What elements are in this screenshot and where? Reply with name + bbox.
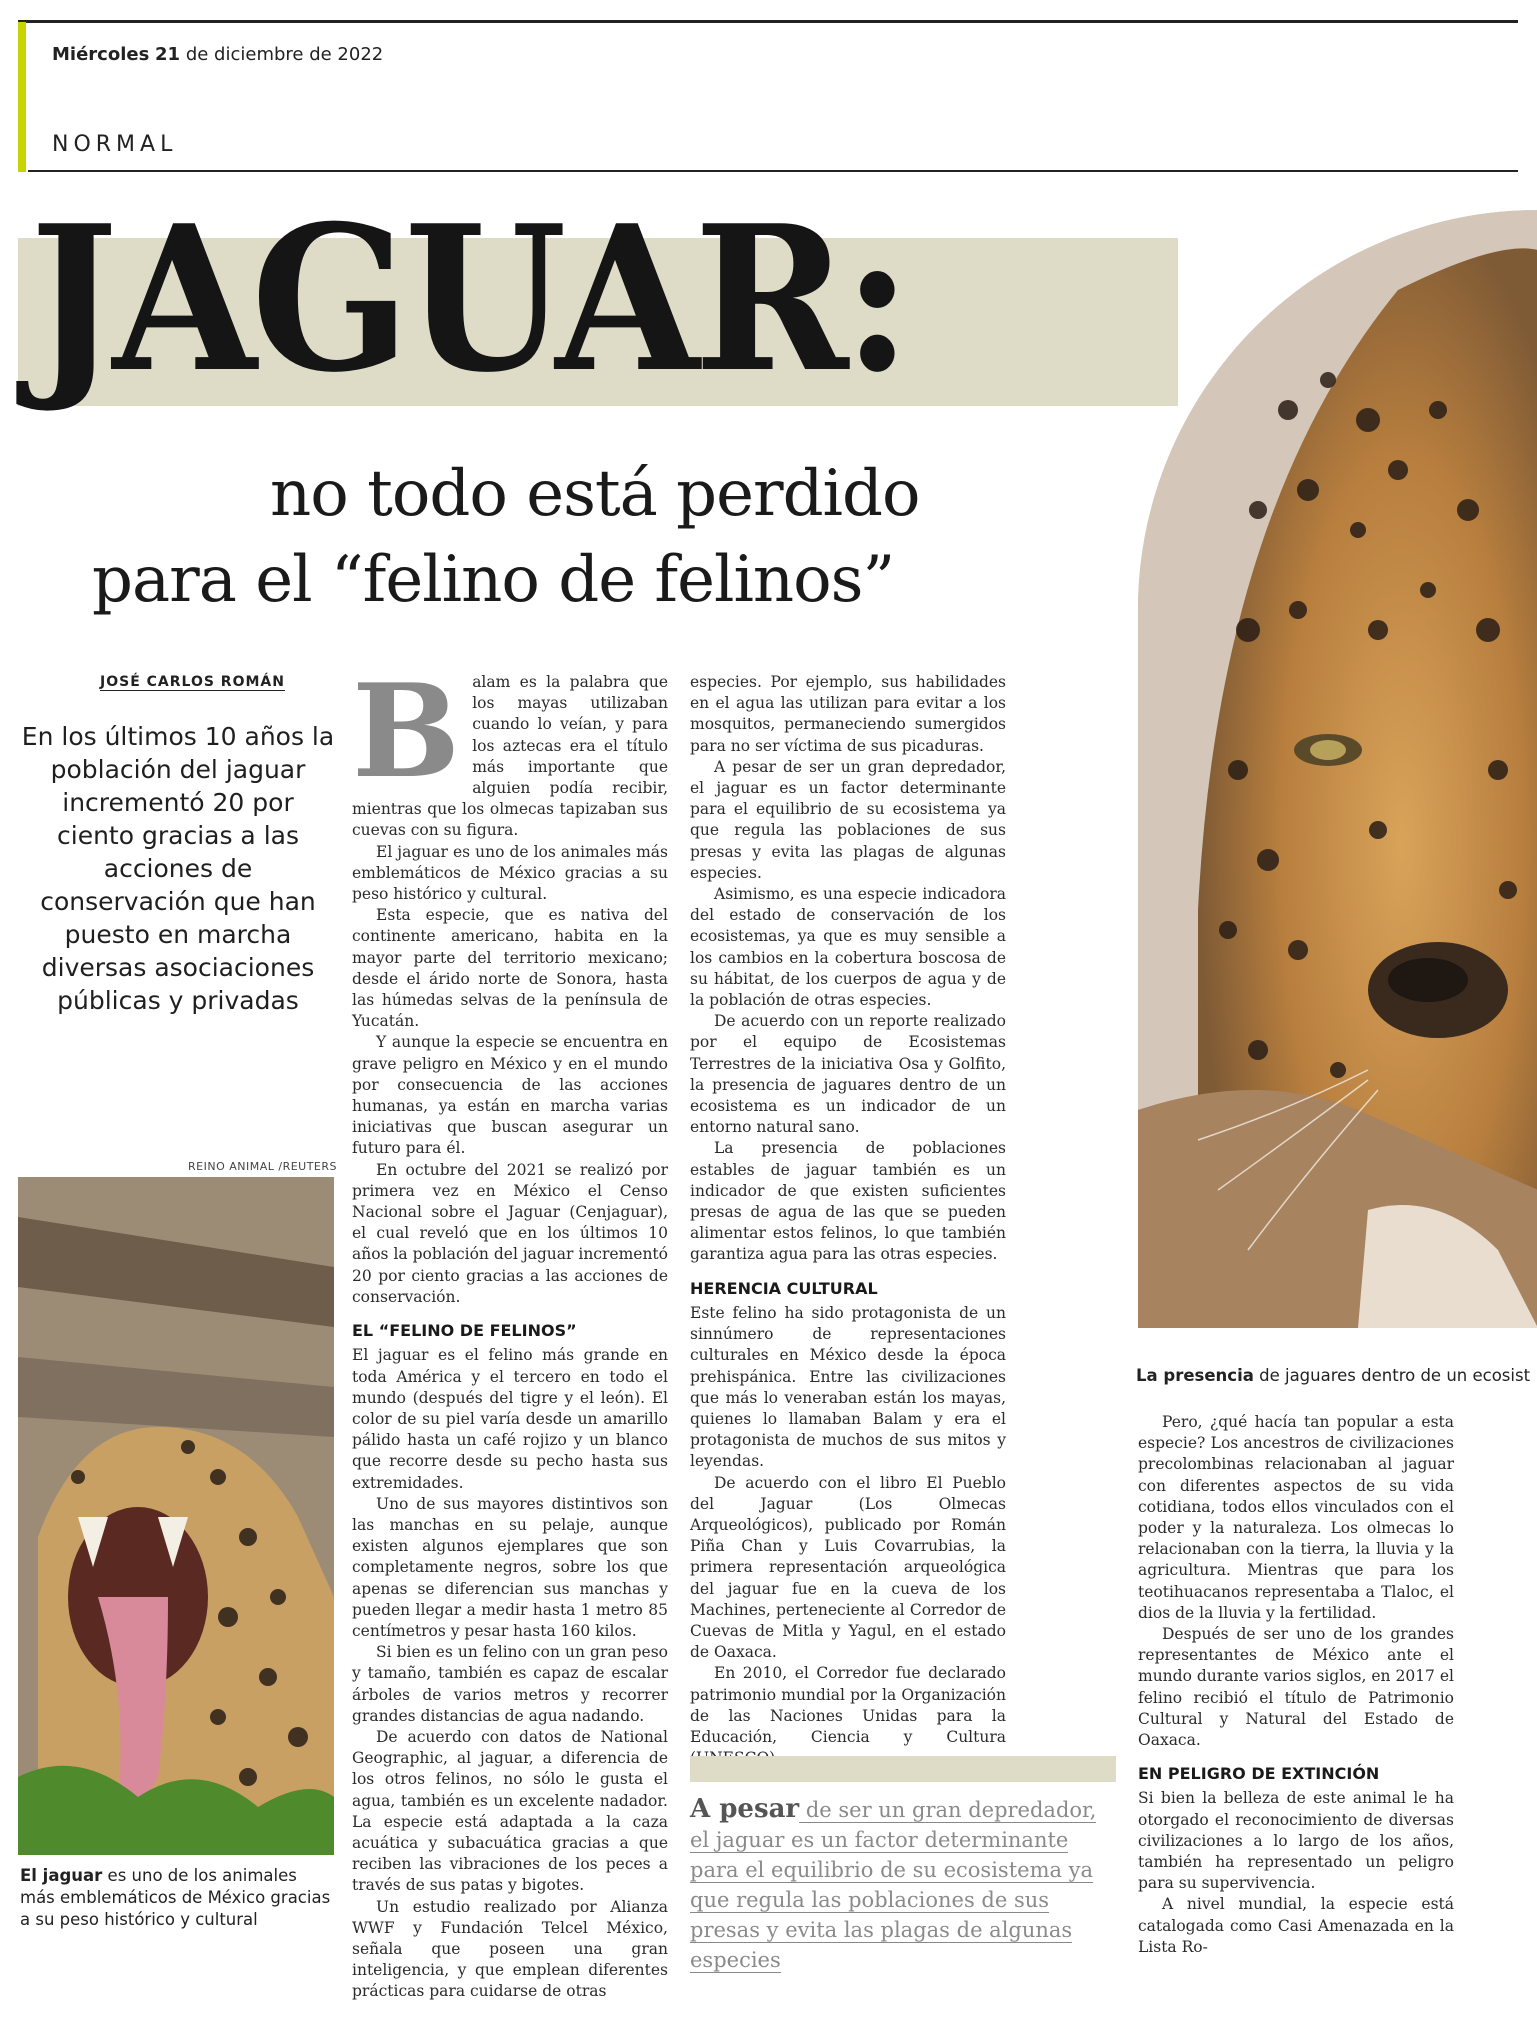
pullquote-band xyxy=(690,1756,1116,1782)
headline-subtitle-line1: no todo está perdido xyxy=(270,457,920,531)
paragraph: Si bien la belleza de este animal le ha otorgado el reconocimiento de diversas civilizaciones a lo largo de los años, también ha representado un peligro para su supervivencia. xyxy=(1138,1789,1454,1893)
paragraph: De acuerdo con el libro El Pueblo del Jaguar (Los Olmecas Arqueológicos), publicado por Román Piña Chan y Luis Covarrubias, la primera representación arqueológica del jaguar fue en la cueva de los Machines, perteneciente al Corredor de Cuevas de Mitla y Yagul, en el estado de Oaxaca. xyxy=(690,1473,1006,1662)
section-accent-bar xyxy=(18,22,26,172)
paragraph: Después de ser uno de los grandes representantes de México ante el mundo durante varios siglos, en 2017 el felino recibió el título de Patrimonio Cultural y Natural del Estado de Oaxaca. xyxy=(1138,1625,1454,1750)
paragraph: A pesar de ser un gran depredador, el jaguar es un factor determinante para el equilibrio de su ecosistema ya que regula las poblaciones de sus presas y evita las plagas de algunas especies. xyxy=(690,757,1006,882)
right-photo-caption xyxy=(1136,1366,1537,1385)
paragraph: A nivel mundial, la especie está catalogada como Casi Amenazada en la Lista Ro- xyxy=(1138,1895,1454,1956)
right-caption-text: de jaguares dentro de un ecosist xyxy=(1253,1366,1531,1385)
pullquote-lead: A pesar xyxy=(690,1794,800,1824)
left-photo-caption xyxy=(20,1865,336,1931)
subhead-felino: EL “FELINO DE FELINOS” xyxy=(352,1321,577,1341)
lede-text: En los últimos 10 años la población del jaguar incrementó 20 por ciento gracias a las acciones de conservación que han puesto en marcha diversas asociaciones públicas y privadas xyxy=(21,722,335,1015)
paragraph: Este felino ha sido protagonista de un sinnúmero de representaciones culturales en México desde la época prehispánica. Entre las civilizaciones que más lo veneraban están los mayas, quienes lo llamaban Balam y era el protagonista de muchos de sus mitos y leyendas. xyxy=(690,1303,1006,1471)
paragraph: Uno de sus mayores distintivos son las manchas en su pelaje, aunque existen algunos ejemplares que son completamente negros, sobre los que apenas se diferencian sus manchas y pueden llegar a medir hasta 1 metro 85 centímetros y pesar hasta 160 kilos. xyxy=(352,1494,668,1640)
paragraph: Esta especie, que es nativa del continente americano, habita en la mayor parte del territorio mexicano; desde el árido norte de Sonora, hasta las húmedas selvas de la península de Yucatán. xyxy=(352,906,668,1031)
date-day: 21 xyxy=(155,44,181,65)
paragraph: Asimismo, es una especie indicadora del estado de conservación de los ecosistemas, ya que es muy sensible a los cambios en la cobertura boscosa de su hábitat, de los cuerpos de agua y de la población de otras especies. xyxy=(690,885,1006,1010)
left-caption-lead: El jaguar xyxy=(20,1866,103,1885)
paragraph: Un estudio realizado por Alianza WWF y Fundación Telcel México, señala que poseen una gran inteligencia, y que emplean diferentes prácticas para cuidarse de otras xyxy=(352,1897,668,2001)
jaguar-face-illustration xyxy=(1138,210,1537,1328)
article-column-3 xyxy=(1138,1412,1454,1958)
jaguar-yawn-illustration xyxy=(18,1177,334,1855)
subhead-extincion: EN PELIGRO DE EXTINCIÓN xyxy=(1138,1764,1380,1784)
top-rule xyxy=(18,20,1518,23)
paragraph: El jaguar es el felino más grande en toda América y el tercero en todo el mundo (después del tigre y el león). El color de su piel varía desde un amarillo pálido hasta un café rojizo y un blanco que recorre desde su pecho hasta sus extremidades. xyxy=(352,1346,668,1492)
article-column-2 xyxy=(690,672,1006,1769)
drop-cap: B xyxy=(352,657,461,807)
paragraph: especies. Por ejemplo, sus habilidades en el agua las utilizan para evitar a los mosquitos, permaneciendo sumergidos para no ser víctima de sus picaduras. xyxy=(690,673,1006,755)
paragraph: La presencia de poblaciones estables de jaguar también es un indicador de que existen suficientes presas de agua de las que se pueden alimentar estos felinos, lo que también garantiza agua para las otras especies. xyxy=(690,1139,1006,1264)
paragraph: Pero, ¿qué hacía tan popular a esta especie? Los ancestros de civilizaciones precolombinas relacionaban al jaguar con diferentes aspectos de su vida cotidiana, todos ellos vinculados con el poder y la naturaleza. Los olmecas lo relacionaban con la tierra, la lluvia y la agricultura. Mientras que para los teotihuacanos representaba a Tlaloc, el dios de la lluvia y la fertilidad. xyxy=(1138,1413,1454,1622)
paragraph: Y aunque la especie se encuentra en grave peligro en México y en el mundo por consecuencia de las acciones humanas, ya están en marcha varias iniciativas que buscan asegurar un futuro para él. xyxy=(352,1033,668,1158)
section-label: NORMAL xyxy=(52,132,178,157)
pullquote xyxy=(690,1794,1120,1975)
paragraph: De acuerdo con datos de National Geographic, al jaguar, a diferencia de los otros felinos, no sólo le gusta el agua, también es un excelente nadador. La especie está adaptada a la caza acuática y subacuática gracias a que reciben las vibraciones de los peces a través de sus patas y bigotes. xyxy=(352,1727,668,1895)
date-rest: de diciembre de 2022 xyxy=(185,44,384,65)
article-column-1 xyxy=(352,657,668,2003)
date-weekday: Miércoles xyxy=(52,44,150,65)
issue-date xyxy=(52,44,383,65)
section-rule xyxy=(28,170,1518,172)
paragraph: En 2010, el Corredor fue declarado patrimonio mundial por la Organización de las Naciones Unidas para la Educación, Ciencia y Cultura xyxy=(690,1664,1006,1746)
paragraph: Si bien es un felino con un gran peso y tamaño, también es capaz de escalar árboles de varios metros y recorrer grandes distancias de agua nadando. xyxy=(352,1643,668,1725)
right-caption-lead: La presencia xyxy=(1136,1366,1254,1385)
byline: JOSÉ CARLOS ROMÁN xyxy=(100,674,285,690)
pullquote-text: de ser un gran depredador, el jaguar es un factor determinante para el equilibrio de su ecosistema ya que regula las poblaciones de sus presas y evita las plagas de algunas especies xyxy=(690,1798,1097,1972)
subhead-herencia: HERENCIA CULTURAL xyxy=(690,1278,878,1298)
paragraph: De acuerdo con un reporte realizado por el equipo de Ecosistemas Terrestres de la iniciativa Osa y Golfito, la presencia de jaguares dentro de un ecosistema es un indicador de un entorno natural sano. xyxy=(690,1012,1006,1137)
paragraph: El jaguar es uno de los animales más emblemáticos de México gracias a su peso histórico y cultural. xyxy=(352,842,668,904)
jaguar-closeup-photo xyxy=(1138,210,1537,1328)
headline-subtitle-line2: para el “felino de felinos” xyxy=(92,543,895,617)
photo-credit: REINO ANIMAL /REUTERS xyxy=(188,1160,338,1173)
paragraph: En octubre del 2021 se realizó por primera vez en México el Censo Nacional sobre el Jaguar (Cenjaguar), el cual reveló que en los últimos 10 años la población del jaguar incrementó 20 por ciento gracias a las acciones de conservación. xyxy=(352,1160,668,1306)
jaguar-yawning-photo xyxy=(18,1177,334,1855)
paragraph: alam es la palabra que los mayas utilizaban cuando lo veían, y para los aztecas era el título más importante que alguien podía recibir, mientras que los olmecas tapizaban sus cuevas con su figura. xyxy=(352,673,668,840)
left-caption-text: es uno de los animales más emblemáticos de México gracias a su peso histórico y cultural xyxy=(20,1866,331,1929)
headline-title: JAGUAR: xyxy=(30,182,907,417)
